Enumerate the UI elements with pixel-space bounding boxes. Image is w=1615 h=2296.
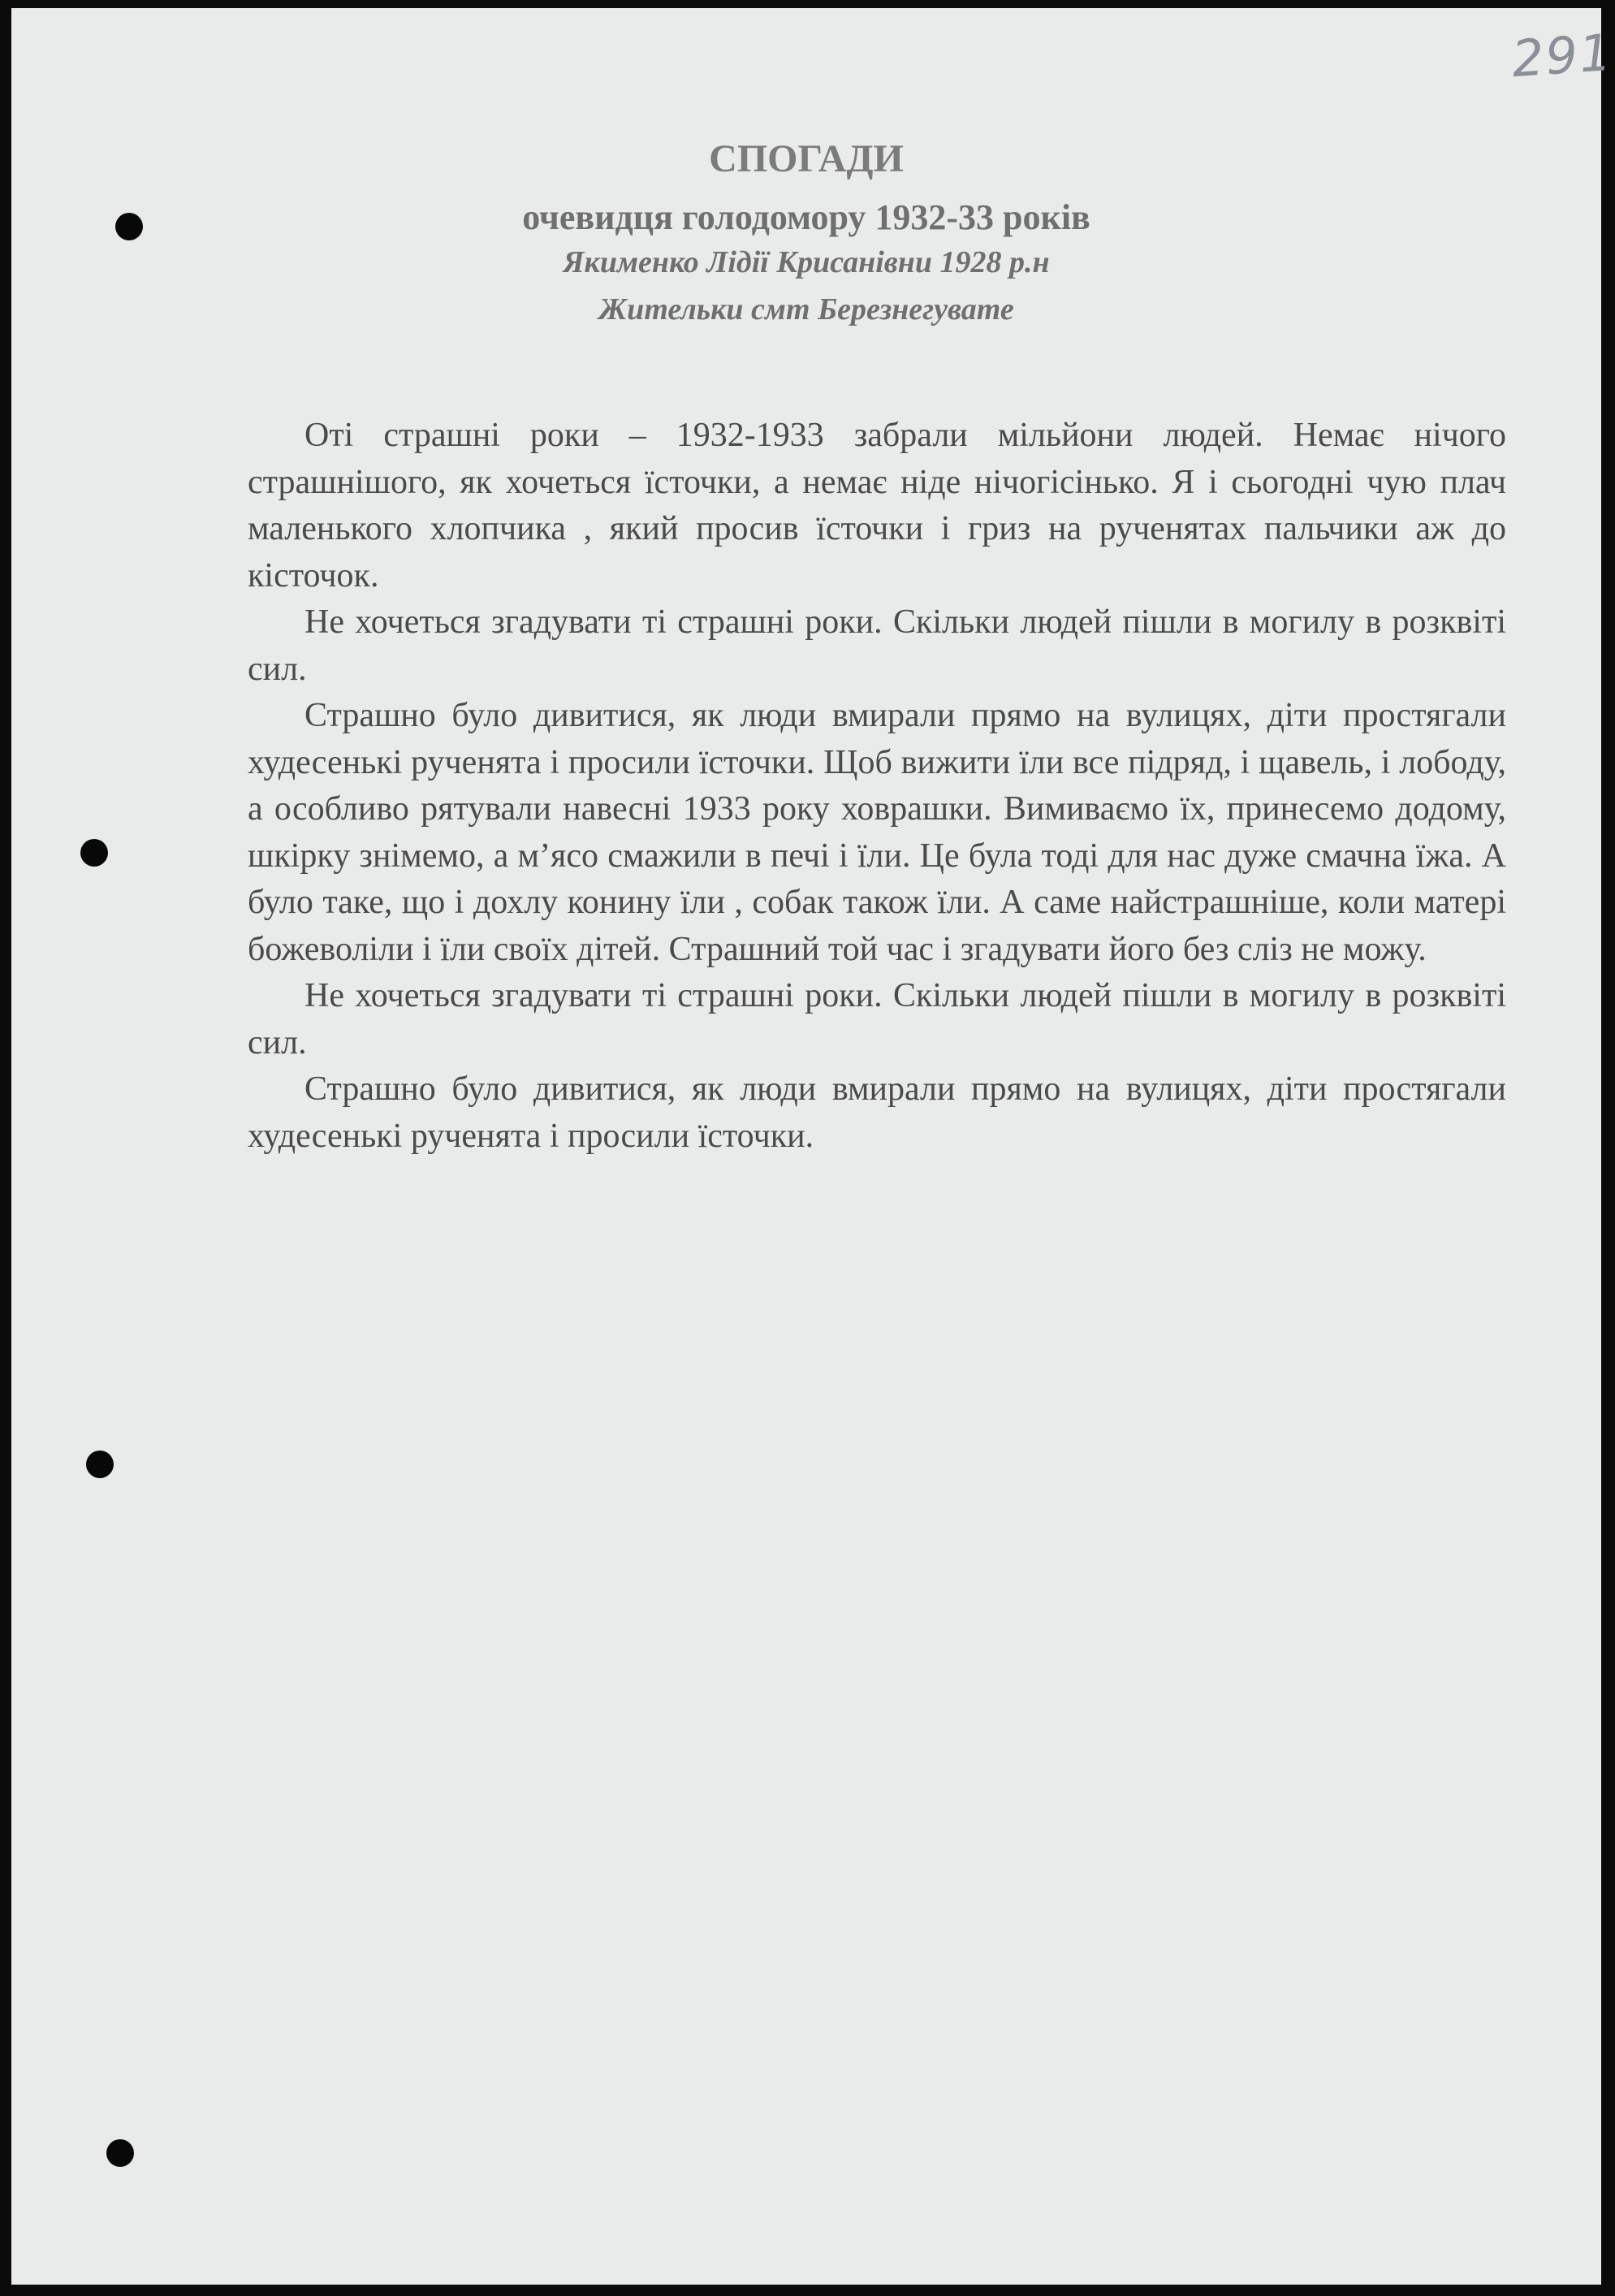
punch-hole <box>86 1451 114 1478</box>
document-page <box>11 8 1615 2285</box>
author-line: Якименко Лідії Крисанівни 1928 р.н <box>563 245 1050 279</box>
residence-line: Жительки смт Березнегувате <box>598 292 1014 326</box>
paragraph: Страшно було дивитися, як люди вмирали прямо на вулицях, діти простягали худесенькі рученята і просили їсточки. <box>248 1070 1506 1155</box>
paragraph: Оті страшні роки – 1932-1933 забрали мільйони людей. Немає нічого страшнішого, як хочеться їсточки, а немає ніде нічогісінько. Я і сьогодні чую плач маленького хлопчика , який просив їсточки і гриз на рученятах пальчики аж до кісточок. <box>248 417 1506 595</box>
paragraph: Не хочеться згадувати ті страшні роки. Скільки людей пішли в могилу в розквіті сил. <box>248 603 1506 688</box>
punch-hole <box>106 2139 134 2167</box>
paragraph: Страшно було дивитися, як люди вмирали прямо на вулицях, діти простягали худесенькі рученята і просили їсточки. Щоб вижити їли все підряд, і щавель, і лободу, а особливо рятували навесні 1933 року ховрашки. Вимиваємо їх, принесемо додому, шкірку знімемо, а м’ясо смажили в печі і їли. Це була тоді для нас дуже смачна їжа. А було таке, що і дохлу конину їли , собак також їли. А саме найстрашніше, коли матері божеволіли і їли своїх дітей. Страшний той час і згадувати його без сліз не можу. <box>248 697 1506 968</box>
punch-hole <box>80 839 108 867</box>
paragraph: Не хочеться згадувати ті страшні роки. Скільки людей пішли в могилу в розквіті сил. <box>248 977 1506 1062</box>
document-subtitle: очевидця голодомору 1932-33 років <box>522 197 1090 237</box>
document-title: СПОГАДИ <box>709 137 904 180</box>
page-number: 291 <box>1509 22 1615 89</box>
document-body <box>248 413 1506 1160</box>
